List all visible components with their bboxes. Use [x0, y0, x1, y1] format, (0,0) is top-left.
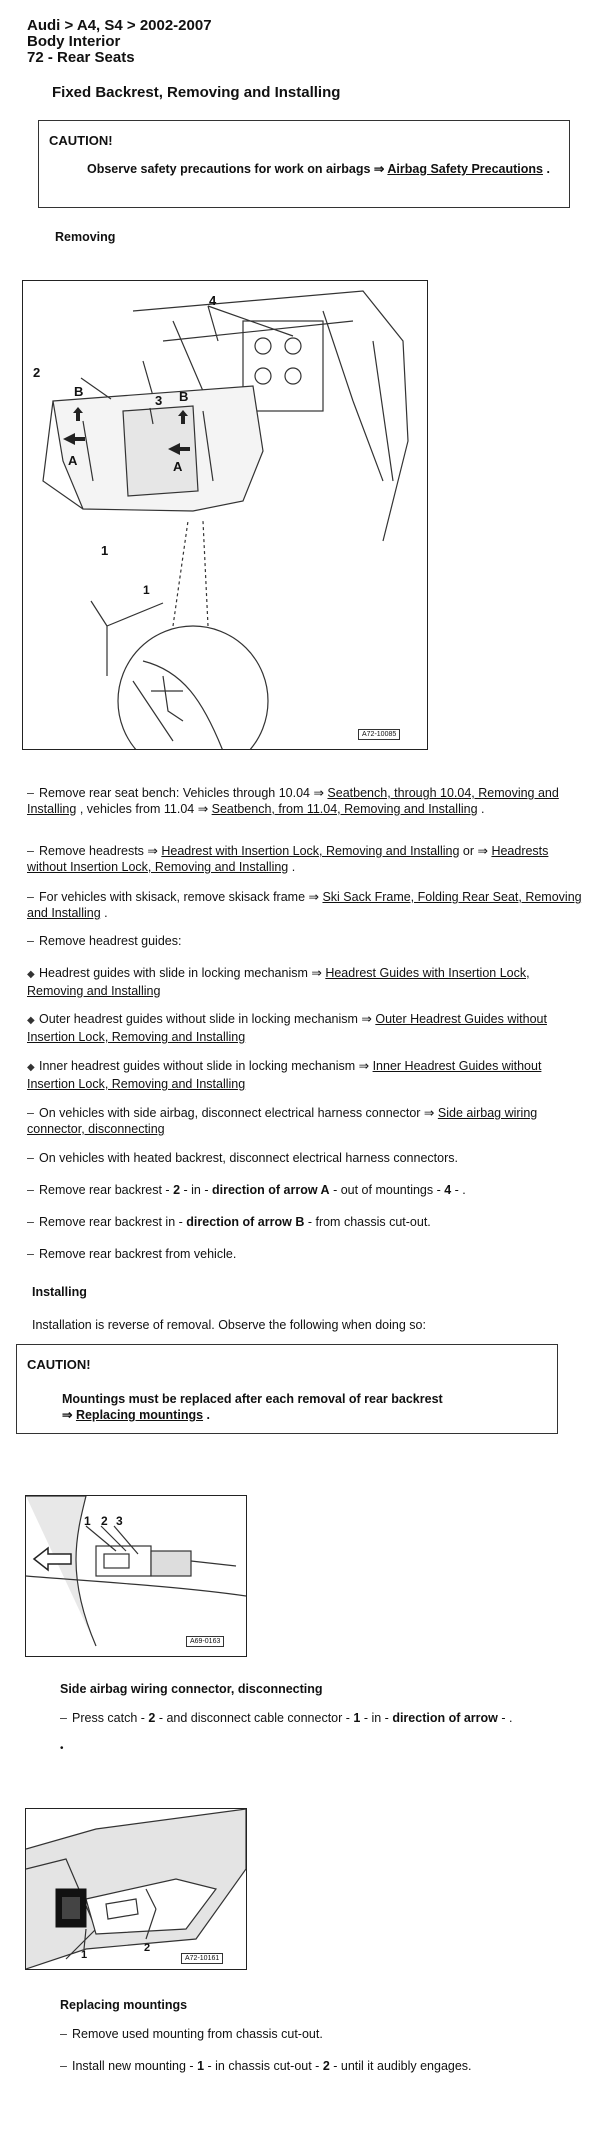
cross-reference-link[interactable]: Seatbench, through 10.04, Removing and Installing [27, 786, 559, 816]
fig1-id: A72-10085 [358, 729, 400, 740]
cross-reference-link[interactable]: Seatbench, from 11.04, Removing and Installing [211, 802, 478, 816]
mounting-illustration [26, 1809, 246, 1969]
step-text: - . [451, 1183, 466, 1197]
step-marker: ◆ [27, 1015, 35, 1026]
step-3 [27, 889, 587, 921]
step-text: Headrest guides with slide in locking mechanism ⇒ [39, 966, 326, 980]
step-text: On vehicles with heated backrest, disconnect electrical harness connectors. [39, 1151, 458, 1165]
step-text: - and disconnect cable connector - [155, 1711, 354, 1725]
step-emphasis: 2 [322, 2059, 330, 2073]
step-9 [27, 1150, 587, 1166]
fig3-label-2: 2 [144, 1942, 151, 1954]
fig1-label-4: 4 [209, 293, 217, 308]
step-text: - in chassis cut-out - [204, 2059, 323, 2073]
cross-reference-link[interactable]: Outer Headrest Guides without Insertion Lock, Removing and Installing [27, 1012, 547, 1044]
step-emphasis: 2 [173, 1183, 181, 1197]
cross-reference-link[interactable]: Ski Sack Frame, Folding Rear Seat, Removing and Installing [27, 890, 582, 920]
step-text: Remove rear backrest from vehicle. [39, 1247, 237, 1261]
step-10 [27, 1182, 587, 1198]
mountings-step-1 [60, 2026, 590, 2042]
cross-reference-link[interactable]: Inner Headrest Guides without Insertion Lock, Removing and Installing [27, 1059, 542, 1091]
figure-backrest-removal [22, 280, 428, 750]
step-marker: – [60, 2027, 67, 2041]
step-text: - until it audibly engages. [329, 2059, 472, 2073]
step-text: Remove rear seat bench: Vehicles through 10.04 ⇒ [39, 786, 328, 800]
step-marker: – [27, 844, 34, 858]
connector-illustration [26, 1496, 246, 1656]
cross-reference-link[interactable]: Side airbag wiring connector, disconnecting [27, 1106, 538, 1136]
cross-reference-link[interactable]: Headrests without Insertion Lock, Removing and Installing [27, 844, 549, 874]
cross-reference-link[interactable]: Headrest with Insertion Lock, Removing and Installing [161, 844, 460, 858]
step-text: - in - [180, 1183, 212, 1197]
step-6 [27, 1011, 587, 1045]
fig1-label-2: 2 [33, 365, 41, 380]
step-text: . [100, 906, 108, 920]
fig1-label-a-right: A [173, 459, 183, 474]
step-text: - in - [360, 1711, 393, 1725]
step-marker: – [27, 934, 34, 948]
step-marker: – [27, 1151, 34, 1165]
step-text: For vehicles with skisack, remove skisack frame ⇒ [39, 890, 323, 904]
step-5 [27, 965, 587, 999]
step-1 [27, 785, 587, 817]
step-marker: – [60, 2059, 67, 2073]
airbag-safety-link[interactable]: Airbag Safety Precautions [387, 162, 543, 176]
caution-box [38, 120, 570, 208]
cross-reference-link[interactable]: Headrest Guides with Insertion Lock, Removing and Installing [27, 966, 530, 998]
caution-box-2 [16, 1344, 558, 1434]
fig1-label-b-right: B [179, 389, 189, 404]
figure-mountings [25, 1808, 247, 1970]
backrest-illustration [23, 281, 427, 749]
step-marker: – [27, 1183, 34, 1197]
step-text: Press catch - [72, 1711, 149, 1725]
fig1-label-3: 3 [155, 393, 163, 408]
fig3-label-1: 1 [81, 1949, 88, 1961]
breadcrumb: Audi > A4, S4 > 2002-2007 [27, 17, 212, 34]
side-airbag-heading: Side airbag wiring connector, disconnecting [60, 1682, 323, 1696]
fig2-label-1: 1 [84, 1514, 91, 1528]
installing-text: Installation is reverse of removal. Observe the following when doing so: [32, 1318, 426, 1332]
step-marker: ◆ [27, 1062, 35, 1073]
fig1-label-1: 1 [101, 543, 109, 558]
side-airbag-step-1 [60, 1710, 590, 1726]
step-text: . [288, 860, 296, 874]
step-11 [27, 1214, 587, 1230]
step-marker: ◆ [27, 969, 35, 980]
step-text: Remove rear backrest - [39, 1183, 174, 1197]
caution-text: Observe safety precautions for work on airbags ⇒ Airbag Safety Precautions . [87, 162, 550, 176]
fig1-label-a-left: A [68, 453, 78, 468]
step-text: Install new mounting - [72, 2059, 198, 2073]
step-text: , vehicles from 11.04 ⇒ [76, 802, 212, 816]
caution-title: CAUTION! [49, 133, 113, 148]
step-text: Remove headrest guides: [39, 934, 182, 948]
mountings-heading: Replacing mountings [60, 1998, 188, 2012]
step-4 [27, 933, 587, 949]
subsection-title: 72 - Rear Seats [27, 49, 135, 66]
step-text: Remove headrests ⇒ [39, 844, 162, 858]
fig1-label-b-left: B [74, 384, 84, 399]
figure-airbag-connector [25, 1495, 247, 1657]
step-text: Inner headrest guides without slide in locking mechanism ⇒ [39, 1059, 373, 1073]
installing-heading: Installing [32, 1285, 87, 1299]
step-marker: – [27, 1215, 34, 1229]
step-2 [27, 843, 587, 875]
step-emphasis: 1 [197, 2059, 205, 2073]
step-marker: – [27, 1247, 34, 1261]
removing-heading: Removing [55, 230, 116, 244]
step-emphasis: 1 [353, 1711, 361, 1725]
step-emphasis: 4 [444, 1183, 452, 1197]
bullet-note: • [60, 1743, 64, 1754]
step-text: Remove used mounting from chassis cut-out. [72, 2027, 323, 2041]
step-7 [27, 1058, 587, 1092]
caution2-text: Mountings must be replaced after each removal of rear backrest ⇒ Replacing mountings . [62, 1392, 443, 1422]
step-text: Remove rear backrest in - [39, 1215, 187, 1229]
page-title: Fixed Backrest, Removing and Installing [52, 84, 341, 101]
step-emphasis: direction of arrow B [186, 1215, 305, 1229]
section-title: Body Interior [27, 33, 121, 50]
fig1-label-1-detail: 1 [143, 583, 150, 597]
step-text: - out of mountings - [329, 1183, 445, 1197]
step-12 [27, 1246, 587, 1262]
fig2-id: A69-0163 [186, 1636, 224, 1647]
step-text: Outer headrest guides without slide in locking mechanism ⇒ [39, 1012, 376, 1026]
step-marker: – [60, 1711, 67, 1725]
fig2-label-2: 2 [101, 1514, 108, 1528]
step-text: . [477, 802, 485, 816]
step-marker: – [27, 890, 34, 904]
step-marker: – [27, 786, 34, 800]
caution2-title: CAUTION! [27, 1357, 91, 1372]
step-text: or ⇒ [459, 844, 492, 858]
step-text: - from chassis cut-out. [304, 1215, 431, 1229]
step-emphasis: 2 [148, 1711, 156, 1725]
step-emphasis: direction of arrow [392, 1711, 498, 1725]
fig2-label-3: 3 [116, 1514, 123, 1528]
replacing-mountings-link[interactable]: Replacing mountings [75, 1408, 204, 1422]
fig3-id: A72-10161 [181, 1953, 223, 1964]
step-emphasis: direction of arrow A [211, 1183, 330, 1197]
mountings-step-2 [60, 2058, 590, 2074]
step-8 [27, 1105, 587, 1137]
step-marker: – [27, 1106, 34, 1120]
step-text: On vehicles with side airbag, disconnect electrical harness connector ⇒ [39, 1106, 438, 1120]
step-text: - . [497, 1711, 513, 1725]
